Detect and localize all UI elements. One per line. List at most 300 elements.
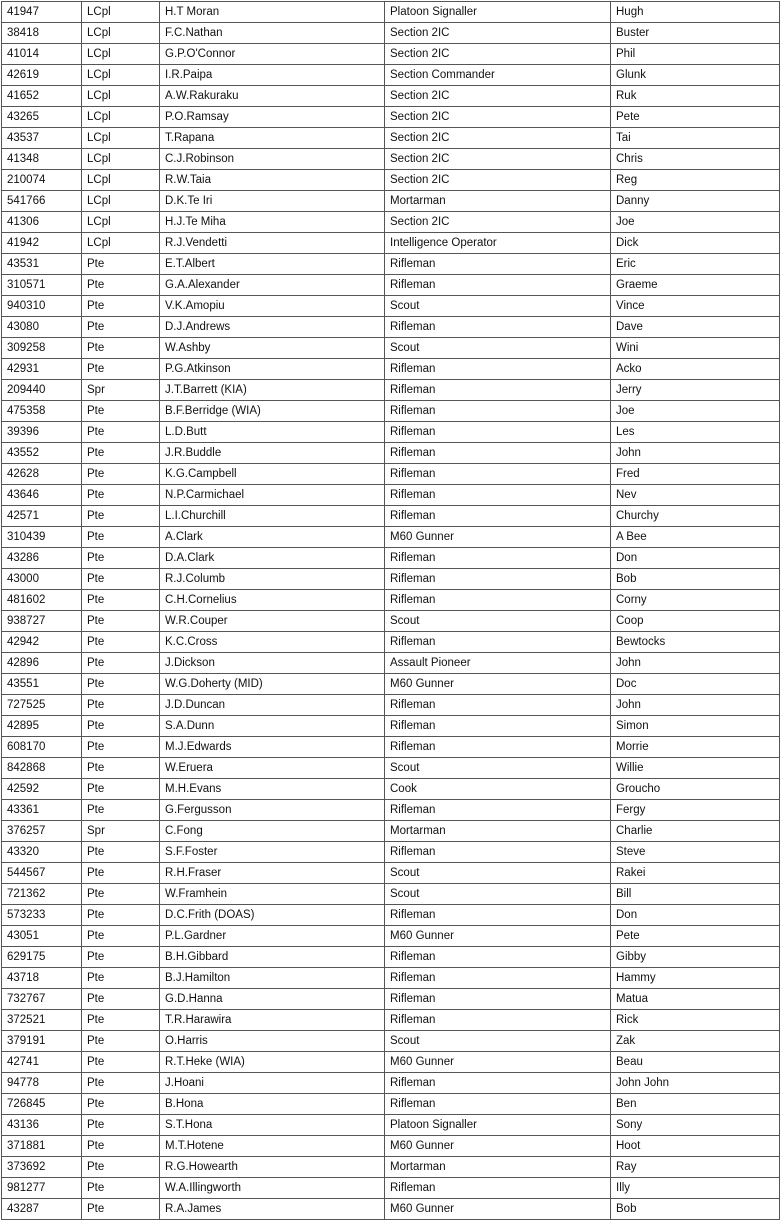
rank-cell: Pte — [82, 1073, 160, 1094]
name-cell: W.G.Doherty (MID) — [160, 674, 385, 695]
role-cell: Assault Pioneer — [385, 653, 611, 674]
nickname-cell: Graeme — [611, 275, 780, 296]
service-number-cell: 43051 — [2, 926, 82, 947]
name-cell: R.J.Vendetti — [160, 233, 385, 254]
table-row — [2, 2, 780, 23]
service-number-cell: 43286 — [2, 548, 82, 569]
name-cell: T.Rapana — [160, 128, 385, 149]
nickname-cell: Wini — [611, 338, 780, 359]
nickname-cell: John — [611, 653, 780, 674]
service-number-cell: 42896 — [2, 653, 82, 674]
nickname-cell: Don — [611, 905, 780, 926]
table-row — [2, 716, 780, 737]
role-cell: Scout — [385, 863, 611, 884]
rank-cell: LCpl — [82, 233, 160, 254]
role-cell: Platoon Signaller — [385, 1115, 611, 1136]
service-number-cell: 475358 — [2, 401, 82, 422]
name-cell: K.C.Cross — [160, 632, 385, 653]
rank-cell: Pte — [82, 443, 160, 464]
service-number-cell: 43646 — [2, 485, 82, 506]
service-number-cell: 41306 — [2, 212, 82, 233]
nickname-cell: Dave — [611, 317, 780, 338]
name-cell: G.P.O'Connor — [160, 44, 385, 65]
service-number-cell: 310439 — [2, 527, 82, 548]
nickname-cell: Phil — [611, 44, 780, 65]
nickname-cell: Coop — [611, 611, 780, 632]
name-cell: P.G.Atkinson — [160, 359, 385, 380]
nickname-cell: A Bee — [611, 527, 780, 548]
service-number-cell: 373692 — [2, 1157, 82, 1178]
role-cell: Rifleman — [385, 968, 611, 989]
rank-cell: Pte — [82, 1136, 160, 1157]
table-row — [2, 590, 780, 611]
rank-cell: LCpl — [82, 170, 160, 191]
name-cell: T.R.Harawira — [160, 1010, 385, 1031]
service-number-cell: 39396 — [2, 422, 82, 443]
nickname-cell: Hammy — [611, 968, 780, 989]
service-number-cell: 43537 — [2, 128, 82, 149]
rank-cell: LCpl — [82, 65, 160, 86]
rank-cell: Pte — [82, 926, 160, 947]
name-cell: M.H.Evans — [160, 779, 385, 800]
role-cell: Mortarman — [385, 821, 611, 842]
service-number-cell: 209440 — [2, 380, 82, 401]
role-cell: Rifleman — [385, 401, 611, 422]
rank-cell: LCpl — [82, 86, 160, 107]
rank-cell: Pte — [82, 989, 160, 1010]
service-number-cell: 310571 — [2, 275, 82, 296]
name-cell: W.Ashby — [160, 338, 385, 359]
rank-cell: Pte — [82, 464, 160, 485]
service-number-cell: 41947 — [2, 2, 82, 23]
table-row — [2, 65, 780, 86]
table-row — [2, 485, 780, 506]
service-number-cell: 629175 — [2, 947, 82, 968]
rank-cell: LCpl — [82, 44, 160, 65]
nickname-cell: Gibby — [611, 947, 780, 968]
table-row — [2, 422, 780, 443]
nickname-cell: Joe — [611, 212, 780, 233]
role-cell: Rifleman — [385, 716, 611, 737]
rank-cell: Pte — [82, 569, 160, 590]
service-number-cell: 376257 — [2, 821, 82, 842]
name-cell: R.W.Taia — [160, 170, 385, 191]
table-row — [2, 464, 780, 485]
table-row — [2, 695, 780, 716]
rank-cell: LCpl — [82, 23, 160, 44]
role-cell: Scout — [385, 338, 611, 359]
table-row — [2, 905, 780, 926]
nickname-cell: Fergy — [611, 800, 780, 821]
nickname-cell: Eric — [611, 254, 780, 275]
role-cell: Section Commander — [385, 65, 611, 86]
service-number-cell: 38418 — [2, 23, 82, 44]
role-cell: M60 Gunner — [385, 1199, 611, 1220]
name-cell: C.J.Robinson — [160, 149, 385, 170]
name-cell: M.J.Edwards — [160, 737, 385, 758]
nickname-cell: Danny — [611, 191, 780, 212]
rank-cell: Pte — [82, 863, 160, 884]
table-row — [2, 170, 780, 191]
table-row — [2, 254, 780, 275]
rank-cell: Pte — [82, 548, 160, 569]
service-number-cell: 43265 — [2, 107, 82, 128]
rank-cell: Pte — [82, 632, 160, 653]
nickname-cell: Joe — [611, 401, 780, 422]
service-number-cell: 372521 — [2, 1010, 82, 1031]
role-cell: Rifleman — [385, 443, 611, 464]
name-cell: L.D.Butt — [160, 422, 385, 443]
rank-cell: Pte — [82, 779, 160, 800]
rank-cell: LCpl — [82, 107, 160, 128]
rank-cell: Pte — [82, 254, 160, 275]
table-row — [2, 968, 780, 989]
table-row — [2, 380, 780, 401]
role-cell: Rifleman — [385, 1073, 611, 1094]
nickname-cell: Dick — [611, 233, 780, 254]
nickname-cell: Bill — [611, 884, 780, 905]
table-row — [2, 1115, 780, 1136]
service-number-cell: 94778 — [2, 1073, 82, 1094]
nickname-cell: Steve — [611, 842, 780, 863]
role-cell: Rifleman — [385, 1094, 611, 1115]
service-number-cell: 573233 — [2, 905, 82, 926]
rank-cell: Pte — [82, 716, 160, 737]
rank-cell: Pte — [82, 968, 160, 989]
nickname-cell: Buster — [611, 23, 780, 44]
table-row — [2, 107, 780, 128]
rank-cell: Pte — [82, 1052, 160, 1073]
rank-cell: Pte — [82, 422, 160, 443]
name-cell: B.J.Hamilton — [160, 968, 385, 989]
name-cell: M.T.Hotene — [160, 1136, 385, 1157]
service-number-cell: 42942 — [2, 632, 82, 653]
table-row — [2, 44, 780, 65]
rank-cell: LCpl — [82, 191, 160, 212]
nickname-cell: Simon — [611, 716, 780, 737]
role-cell: Scout — [385, 611, 611, 632]
table-row — [2, 611, 780, 632]
role-cell: Rifleman — [385, 317, 611, 338]
service-number-cell: 41942 — [2, 233, 82, 254]
name-cell: J.Hoani — [160, 1073, 385, 1094]
rank-cell: Pte — [82, 1115, 160, 1136]
name-cell: B.H.Gibbard — [160, 947, 385, 968]
role-cell: Rifleman — [385, 989, 611, 1010]
table-row — [2, 128, 780, 149]
rank-cell: Pte — [82, 590, 160, 611]
name-cell: V.K.Amopiu — [160, 296, 385, 317]
nickname-cell: Beau — [611, 1052, 780, 1073]
table-row — [2, 674, 780, 695]
name-cell: P.O.Ramsay — [160, 107, 385, 128]
nickname-cell: Ruk — [611, 86, 780, 107]
name-cell: R.G.Howearth — [160, 1157, 385, 1178]
rank-cell: Pte — [82, 653, 160, 674]
role-cell: Rifleman — [385, 737, 611, 758]
nickname-cell: Willie — [611, 758, 780, 779]
table-row — [2, 191, 780, 212]
service-number-cell: 42931 — [2, 359, 82, 380]
role-cell: Section 2IC — [385, 86, 611, 107]
name-cell: D.A.Clark — [160, 548, 385, 569]
table-row — [2, 443, 780, 464]
role-cell: Rifleman — [385, 422, 611, 443]
nickname-cell: Vince — [611, 296, 780, 317]
role-cell: Rifleman — [385, 464, 611, 485]
service-number-cell: 981277 — [2, 1178, 82, 1199]
name-cell: W.Eruera — [160, 758, 385, 779]
table-row — [2, 359, 780, 380]
table-row — [2, 1136, 780, 1157]
nickname-cell: Bewtocks — [611, 632, 780, 653]
rank-cell: Pte — [82, 1031, 160, 1052]
service-number-cell: 43000 — [2, 569, 82, 590]
service-number-cell: 42628 — [2, 464, 82, 485]
role-cell: Platoon Signaller — [385, 2, 611, 23]
nickname-cell: John John — [611, 1073, 780, 1094]
rank-cell: Pte — [82, 527, 160, 548]
name-cell: E.T.Albert — [160, 254, 385, 275]
table-row — [2, 401, 780, 422]
rank-cell: Pte — [82, 1094, 160, 1115]
nickname-cell: Churchy — [611, 506, 780, 527]
name-cell: J.R.Buddle — [160, 443, 385, 464]
table-row — [2, 149, 780, 170]
name-cell: W.Framhein — [160, 884, 385, 905]
nickname-cell: Bob — [611, 569, 780, 590]
role-cell: Rifleman — [385, 905, 611, 926]
service-number-cell: 43531 — [2, 254, 82, 275]
table-row — [2, 1010, 780, 1031]
role-cell: Rifleman — [385, 275, 611, 296]
nickname-cell: Pete — [611, 926, 780, 947]
rank-cell: Pte — [82, 1010, 160, 1031]
role-cell: Rifleman — [385, 506, 611, 527]
personnel-roster-table — [1, 1, 780, 1220]
name-cell: R.A.James — [160, 1199, 385, 1220]
nickname-cell: Zak — [611, 1031, 780, 1052]
name-cell: G.D.Hanna — [160, 989, 385, 1010]
name-cell: A.W.Rakuraku — [160, 86, 385, 107]
rank-cell: LCpl — [82, 128, 160, 149]
nickname-cell: Acko — [611, 359, 780, 380]
rank-cell: Pte — [82, 884, 160, 905]
service-number-cell: 42592 — [2, 779, 82, 800]
role-cell: M60 Gunner — [385, 926, 611, 947]
rank-cell: Pte — [82, 401, 160, 422]
rank-cell: LCpl — [82, 2, 160, 23]
role-cell: Rifleman — [385, 1178, 611, 1199]
nickname-cell: Rick — [611, 1010, 780, 1031]
name-cell: K.G.Campbell — [160, 464, 385, 485]
rank-cell: Pte — [82, 317, 160, 338]
name-cell: B.F.Berridge (WIA) — [160, 401, 385, 422]
role-cell: Rifleman — [385, 548, 611, 569]
rank-cell: Pte — [82, 485, 160, 506]
service-number-cell: 43136 — [2, 1115, 82, 1136]
service-number-cell: 608170 — [2, 737, 82, 758]
nickname-cell: Bob — [611, 1199, 780, 1220]
service-number-cell: 43361 — [2, 800, 82, 821]
role-cell: M60 Gunner — [385, 1052, 611, 1073]
rank-cell: Pte — [82, 737, 160, 758]
rank-cell: Pte — [82, 1178, 160, 1199]
service-number-cell: 727525 — [2, 695, 82, 716]
name-cell: D.K.Te Iri — [160, 191, 385, 212]
name-cell: N.P.Carmichael — [160, 485, 385, 506]
rank-cell: Pte — [82, 1157, 160, 1178]
table-row — [2, 569, 780, 590]
role-cell: Rifleman — [385, 359, 611, 380]
table-row — [2, 653, 780, 674]
role-cell: Rifleman — [385, 632, 611, 653]
role-cell: Rifleman — [385, 590, 611, 611]
table-row — [2, 863, 780, 884]
service-number-cell: 42741 — [2, 1052, 82, 1073]
service-number-cell: 721362 — [2, 884, 82, 905]
table-row — [2, 338, 780, 359]
table-row — [2, 296, 780, 317]
role-cell: Rifleman — [385, 800, 611, 821]
nickname-cell: Pete — [611, 107, 780, 128]
table-row — [2, 548, 780, 569]
table-row — [2, 1052, 780, 1073]
role-cell: Section 2IC — [385, 107, 611, 128]
name-cell: R.J.Columb — [160, 569, 385, 590]
role-cell: Rifleman — [385, 1010, 611, 1031]
role-cell: Cook — [385, 779, 611, 800]
role-cell: Rifleman — [385, 695, 611, 716]
role-cell: Rifleman — [385, 380, 611, 401]
table-row — [2, 212, 780, 233]
nickname-cell: Nev — [611, 485, 780, 506]
service-number-cell: 42619 — [2, 65, 82, 86]
rank-cell: Pte — [82, 695, 160, 716]
service-number-cell: 379191 — [2, 1031, 82, 1052]
name-cell: D.C.Frith (DOAS) — [160, 905, 385, 926]
table-row — [2, 527, 780, 548]
role-cell: Mortarman — [385, 191, 611, 212]
table-row — [2, 317, 780, 338]
role-cell: Rifleman — [385, 254, 611, 275]
nickname-cell: Hugh — [611, 2, 780, 23]
role-cell: Rifleman — [385, 842, 611, 863]
name-cell: I.R.Paipa — [160, 65, 385, 86]
table-row — [2, 1178, 780, 1199]
nickname-cell: Morrie — [611, 737, 780, 758]
role-cell: Scout — [385, 296, 611, 317]
table-row — [2, 821, 780, 842]
name-cell: J.D.Duncan — [160, 695, 385, 716]
service-number-cell: 938727 — [2, 611, 82, 632]
rank-cell: Pte — [82, 611, 160, 632]
name-cell: H.J.Te Miha — [160, 212, 385, 233]
service-number-cell: 210074 — [2, 170, 82, 191]
service-number-cell: 842868 — [2, 758, 82, 779]
table-row — [2, 1157, 780, 1178]
role-cell: Rifleman — [385, 485, 611, 506]
nickname-cell: Corny — [611, 590, 780, 611]
rank-cell: Pte — [82, 800, 160, 821]
rank-cell: Pte — [82, 1199, 160, 1220]
nickname-cell: Reg — [611, 170, 780, 191]
name-cell: O.Harris — [160, 1031, 385, 1052]
role-cell: Scout — [385, 1031, 611, 1052]
service-number-cell: 43320 — [2, 842, 82, 863]
role-cell: Rifleman — [385, 947, 611, 968]
service-number-cell: 309258 — [2, 338, 82, 359]
service-number-cell: 43287 — [2, 1199, 82, 1220]
service-number-cell: 41652 — [2, 86, 82, 107]
table-row — [2, 233, 780, 254]
nickname-cell: Matua — [611, 989, 780, 1010]
name-cell: W.A.Illingworth — [160, 1178, 385, 1199]
role-cell: Section 2IC — [385, 149, 611, 170]
rank-cell: Pte — [82, 947, 160, 968]
role-cell: Rifleman — [385, 569, 611, 590]
service-number-cell: 43551 — [2, 674, 82, 695]
service-number-cell: 43718 — [2, 968, 82, 989]
name-cell: G.Fergusson — [160, 800, 385, 821]
nickname-cell: Charlie — [611, 821, 780, 842]
table-row — [2, 1031, 780, 1052]
rank-cell: LCpl — [82, 212, 160, 233]
role-cell: M60 Gunner — [385, 674, 611, 695]
nickname-cell: Doc — [611, 674, 780, 695]
service-number-cell: 41348 — [2, 149, 82, 170]
service-number-cell: 726845 — [2, 1094, 82, 1115]
table-row — [2, 1094, 780, 1115]
role-cell: Section 2IC — [385, 23, 611, 44]
name-cell: J.Dickson — [160, 653, 385, 674]
rank-cell: Spr — [82, 380, 160, 401]
service-number-cell: 544567 — [2, 863, 82, 884]
table-row — [2, 737, 780, 758]
service-number-cell: 42571 — [2, 506, 82, 527]
table-row — [2, 1073, 780, 1094]
nickname-cell: Hoot — [611, 1136, 780, 1157]
nickname-cell: Rakei — [611, 863, 780, 884]
rank-cell: Pte — [82, 296, 160, 317]
name-cell: L.I.Churchill — [160, 506, 385, 527]
nickname-cell: John — [611, 695, 780, 716]
rank-cell: Pte — [82, 359, 160, 380]
table-row — [2, 275, 780, 296]
rank-cell: Pte — [82, 905, 160, 926]
nickname-cell: Sony — [611, 1115, 780, 1136]
name-cell: B.Hona — [160, 1094, 385, 1115]
table-row — [2, 23, 780, 44]
nickname-cell: Illy — [611, 1178, 780, 1199]
name-cell: F.C.Nathan — [160, 23, 385, 44]
name-cell: J.T.Barrett (KIA) — [160, 380, 385, 401]
service-number-cell: 42895 — [2, 716, 82, 737]
service-number-cell: 43080 — [2, 317, 82, 338]
name-cell: H.T Moran — [160, 2, 385, 23]
nickname-cell: Don — [611, 548, 780, 569]
role-cell: Section 2IC — [385, 128, 611, 149]
rank-cell: Spr — [82, 821, 160, 842]
nickname-cell: Groucho — [611, 779, 780, 800]
service-number-cell: 481602 — [2, 590, 82, 611]
name-cell: R.T.Heke (WIA) — [160, 1052, 385, 1073]
name-cell: A.Clark — [160, 527, 385, 548]
role-cell: Scout — [385, 758, 611, 779]
nickname-cell: Tai — [611, 128, 780, 149]
nickname-cell: John — [611, 443, 780, 464]
roster-body — [2, 2, 780, 1220]
